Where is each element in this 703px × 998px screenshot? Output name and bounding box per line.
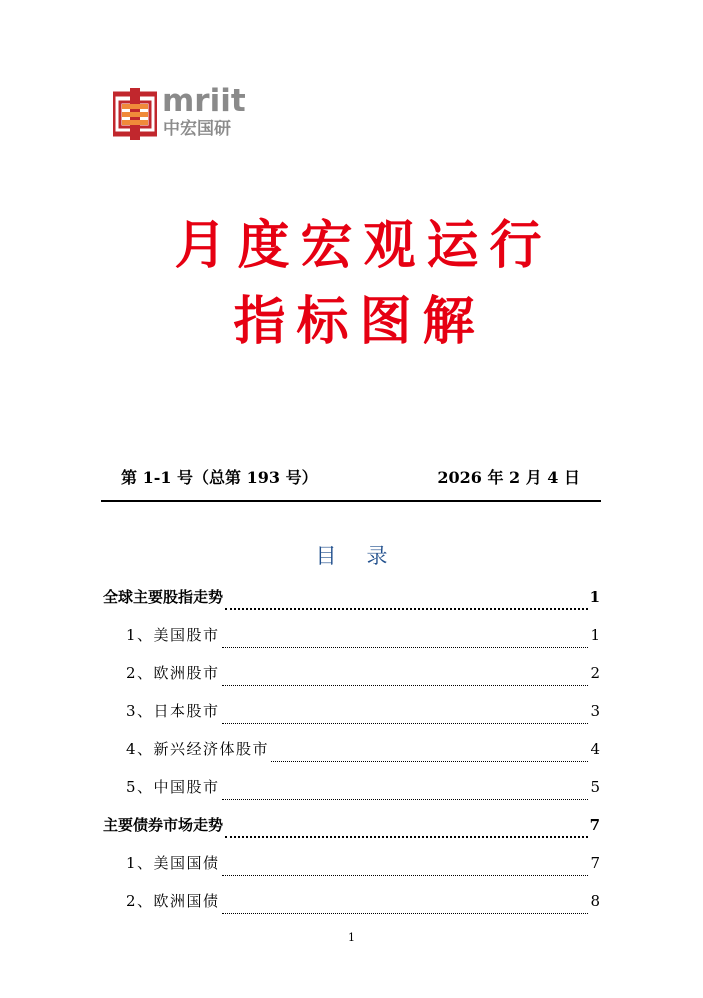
mriit-logo-icon [113,88,157,140]
toc-entry-page: 8 [590,892,600,910]
toc-leader-dots [222,912,589,914]
toc-entry-label: 全球主要股指走势 [103,588,224,606]
report-title-line1: 月度宏观运行 [174,216,553,276]
toc-leader-dots [222,798,589,800]
toc-subsection-entry[interactable] [103,890,600,928]
issue-number: 第 1-1 号（总第 193 号） [121,468,318,487]
toc-subsection-entry[interactable] [103,852,600,890]
toc-entry-label: 3、日本股市 [126,702,220,720]
logo-wordmark: mriit [162,83,246,119]
toc-entry-page: 2 [590,664,600,682]
toc-entry-page: 3 [590,702,600,720]
toc-entry-label: 主要债券市场走势 [103,816,224,834]
toc-leader-dots [222,646,589,648]
toc-entry-page: 1 [589,588,600,606]
toc-leader-dots [271,760,588,762]
toc-heading: 目录 [315,544,418,568]
toc-entry-page: 1 [590,626,600,644]
toc-leader-dots [222,874,589,876]
toc-leader-dots [222,684,589,686]
report-title-line2: 指标图解 [233,292,486,352]
toc-leader-dots [225,835,588,838]
toc-entry-page: 4 [590,740,600,758]
toc-subsection-entry[interactable] [103,700,600,738]
toc-entry-label: 1、美国国债 [126,854,220,872]
toc-leader-dots [222,722,589,724]
issue-date: 2026 年 2 月 4 日 [437,468,580,487]
page-number: 1 [348,931,355,944]
toc-entry-label: 4、新兴经济体股市 [126,740,270,758]
toc-subsection-entry[interactable] [103,738,600,776]
toc-subsection-entry[interactable] [103,624,600,662]
toc-subsection-entry[interactable] [103,776,600,814]
toc-section-entry[interactable] [103,586,600,624]
logo-chinese-name: 中宏国研 [163,119,231,139]
toc-entry-label: 2、欧洲股市 [126,664,220,682]
toc-leader-dots [225,607,588,610]
toc-entry-label: 2、欧洲国债 [126,892,220,910]
toc-entry-page: 7 [589,816,600,834]
toc-subsection-entry[interactable] [103,662,600,700]
toc-entry-label: 5、中国股市 [126,778,220,796]
table-of-contents [103,586,600,928]
header-divider [101,500,601,502]
toc-section-entry[interactable] [103,814,600,852]
toc-entry-page: 7 [590,854,600,872]
toc-entry-page: 5 [590,778,600,796]
toc-entry-label: 1、美国股市 [126,626,220,644]
